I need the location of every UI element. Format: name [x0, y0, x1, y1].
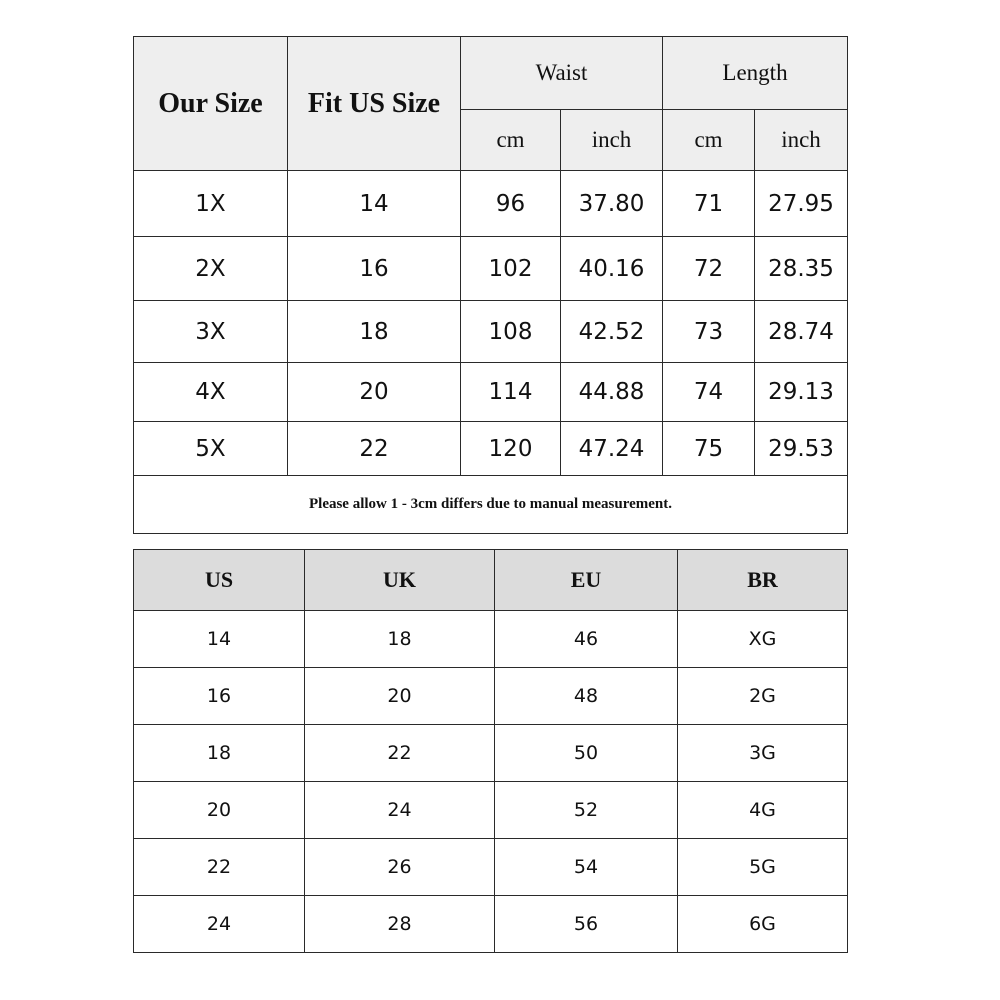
cell-uk: 18: [305, 611, 495, 668]
header-br: BR: [678, 550, 848, 611]
cell-us: 22: [134, 839, 305, 896]
header-waist: Waist: [461, 37, 663, 110]
size-conversion-table: [133, 549, 848, 953]
cell-us: 14: [134, 611, 305, 668]
measurement-note: Please allow 1 - 3cm differs due to manual measurement.: [134, 476, 848, 534]
cell-waist-inch: 42.52: [561, 301, 663, 363]
table-row: [134, 171, 848, 237]
cell-br: 5G: [678, 839, 848, 896]
cell-waist-cm: 120: [461, 422, 561, 476]
cell-length-cm: 75: [663, 422, 755, 476]
cell-br: 3G: [678, 725, 848, 782]
cell-waist-inch: 37.80: [561, 171, 663, 237]
table-row: [134, 363, 848, 422]
cell-length-cm: 73: [663, 301, 755, 363]
cell-uk: 26: [305, 839, 495, 896]
cell-us: 24: [134, 896, 305, 953]
header-length-inch: inch: [755, 110, 848, 171]
table-row: [134, 725, 848, 782]
cell-br: 4G: [678, 782, 848, 839]
cell-length-inch: 29.53: [755, 422, 848, 476]
cell-fit-us: 20: [288, 363, 461, 422]
header-eu: EU: [495, 550, 678, 611]
cell-eu: 46: [495, 611, 678, 668]
cell-length-cm: 74: [663, 363, 755, 422]
header-waist-cm: cm: [461, 110, 561, 171]
cell-our-size: 2X: [134, 237, 288, 301]
header-uk: UK: [305, 550, 495, 611]
cell-waist-inch: 40.16: [561, 237, 663, 301]
cell-waist-cm: 102: [461, 237, 561, 301]
cell-eu: 50: [495, 725, 678, 782]
cell-waist-inch: 47.24: [561, 422, 663, 476]
table-row: [134, 782, 848, 839]
header-length: Length: [663, 37, 848, 110]
cell-br: 2G: [678, 668, 848, 725]
header-fit-us-size: Fit US Size: [288, 37, 461, 171]
cell-length-inch: 29.13: [755, 363, 848, 422]
cell-waist-cm: 96: [461, 171, 561, 237]
size-chart-table: [133, 36, 848, 534]
cell-waist-cm: 108: [461, 301, 561, 363]
cell-length-cm: 71: [663, 171, 755, 237]
cell-our-size: 5X: [134, 422, 288, 476]
cell-eu: 54: [495, 839, 678, 896]
cell-our-size: 1X: [134, 171, 288, 237]
cell-eu: 56: [495, 896, 678, 953]
header-length-cm: cm: [663, 110, 755, 171]
cell-fit-us: 14: [288, 171, 461, 237]
cell-uk: 20: [305, 668, 495, 725]
table-row: [134, 237, 848, 301]
cell-us: 16: [134, 668, 305, 725]
table-row: [134, 422, 848, 476]
cell-uk: 28: [305, 896, 495, 953]
cell-waist-cm: 114: [461, 363, 561, 422]
cell-our-size: 4X: [134, 363, 288, 422]
table-row: [134, 896, 848, 953]
table-row: [134, 668, 848, 725]
cell-us: 18: [134, 725, 305, 782]
cell-length-cm: 72: [663, 237, 755, 301]
cell-eu: 52: [495, 782, 678, 839]
cell-br: 6G: [678, 896, 848, 953]
cell-fit-us: 22: [288, 422, 461, 476]
table-row: [134, 301, 848, 363]
cell-length-inch: 27.95: [755, 171, 848, 237]
cell-fit-us: 18: [288, 301, 461, 363]
cell-us: 20: [134, 782, 305, 839]
table-row: [134, 611, 848, 668]
cell-length-inch: 28.35: [755, 237, 848, 301]
cell-our-size: 3X: [134, 301, 288, 363]
cell-uk: 24: [305, 782, 495, 839]
cell-uk: 22: [305, 725, 495, 782]
header-our-size: Our Size: [134, 37, 288, 171]
header-us: US: [134, 550, 305, 611]
cell-waist-inch: 44.88: [561, 363, 663, 422]
cell-fit-us: 16: [288, 237, 461, 301]
cell-length-inch: 28.74: [755, 301, 848, 363]
table-row: [134, 839, 848, 896]
cell-eu: 48: [495, 668, 678, 725]
header-waist-inch: inch: [561, 110, 663, 171]
cell-br: XG: [678, 611, 848, 668]
